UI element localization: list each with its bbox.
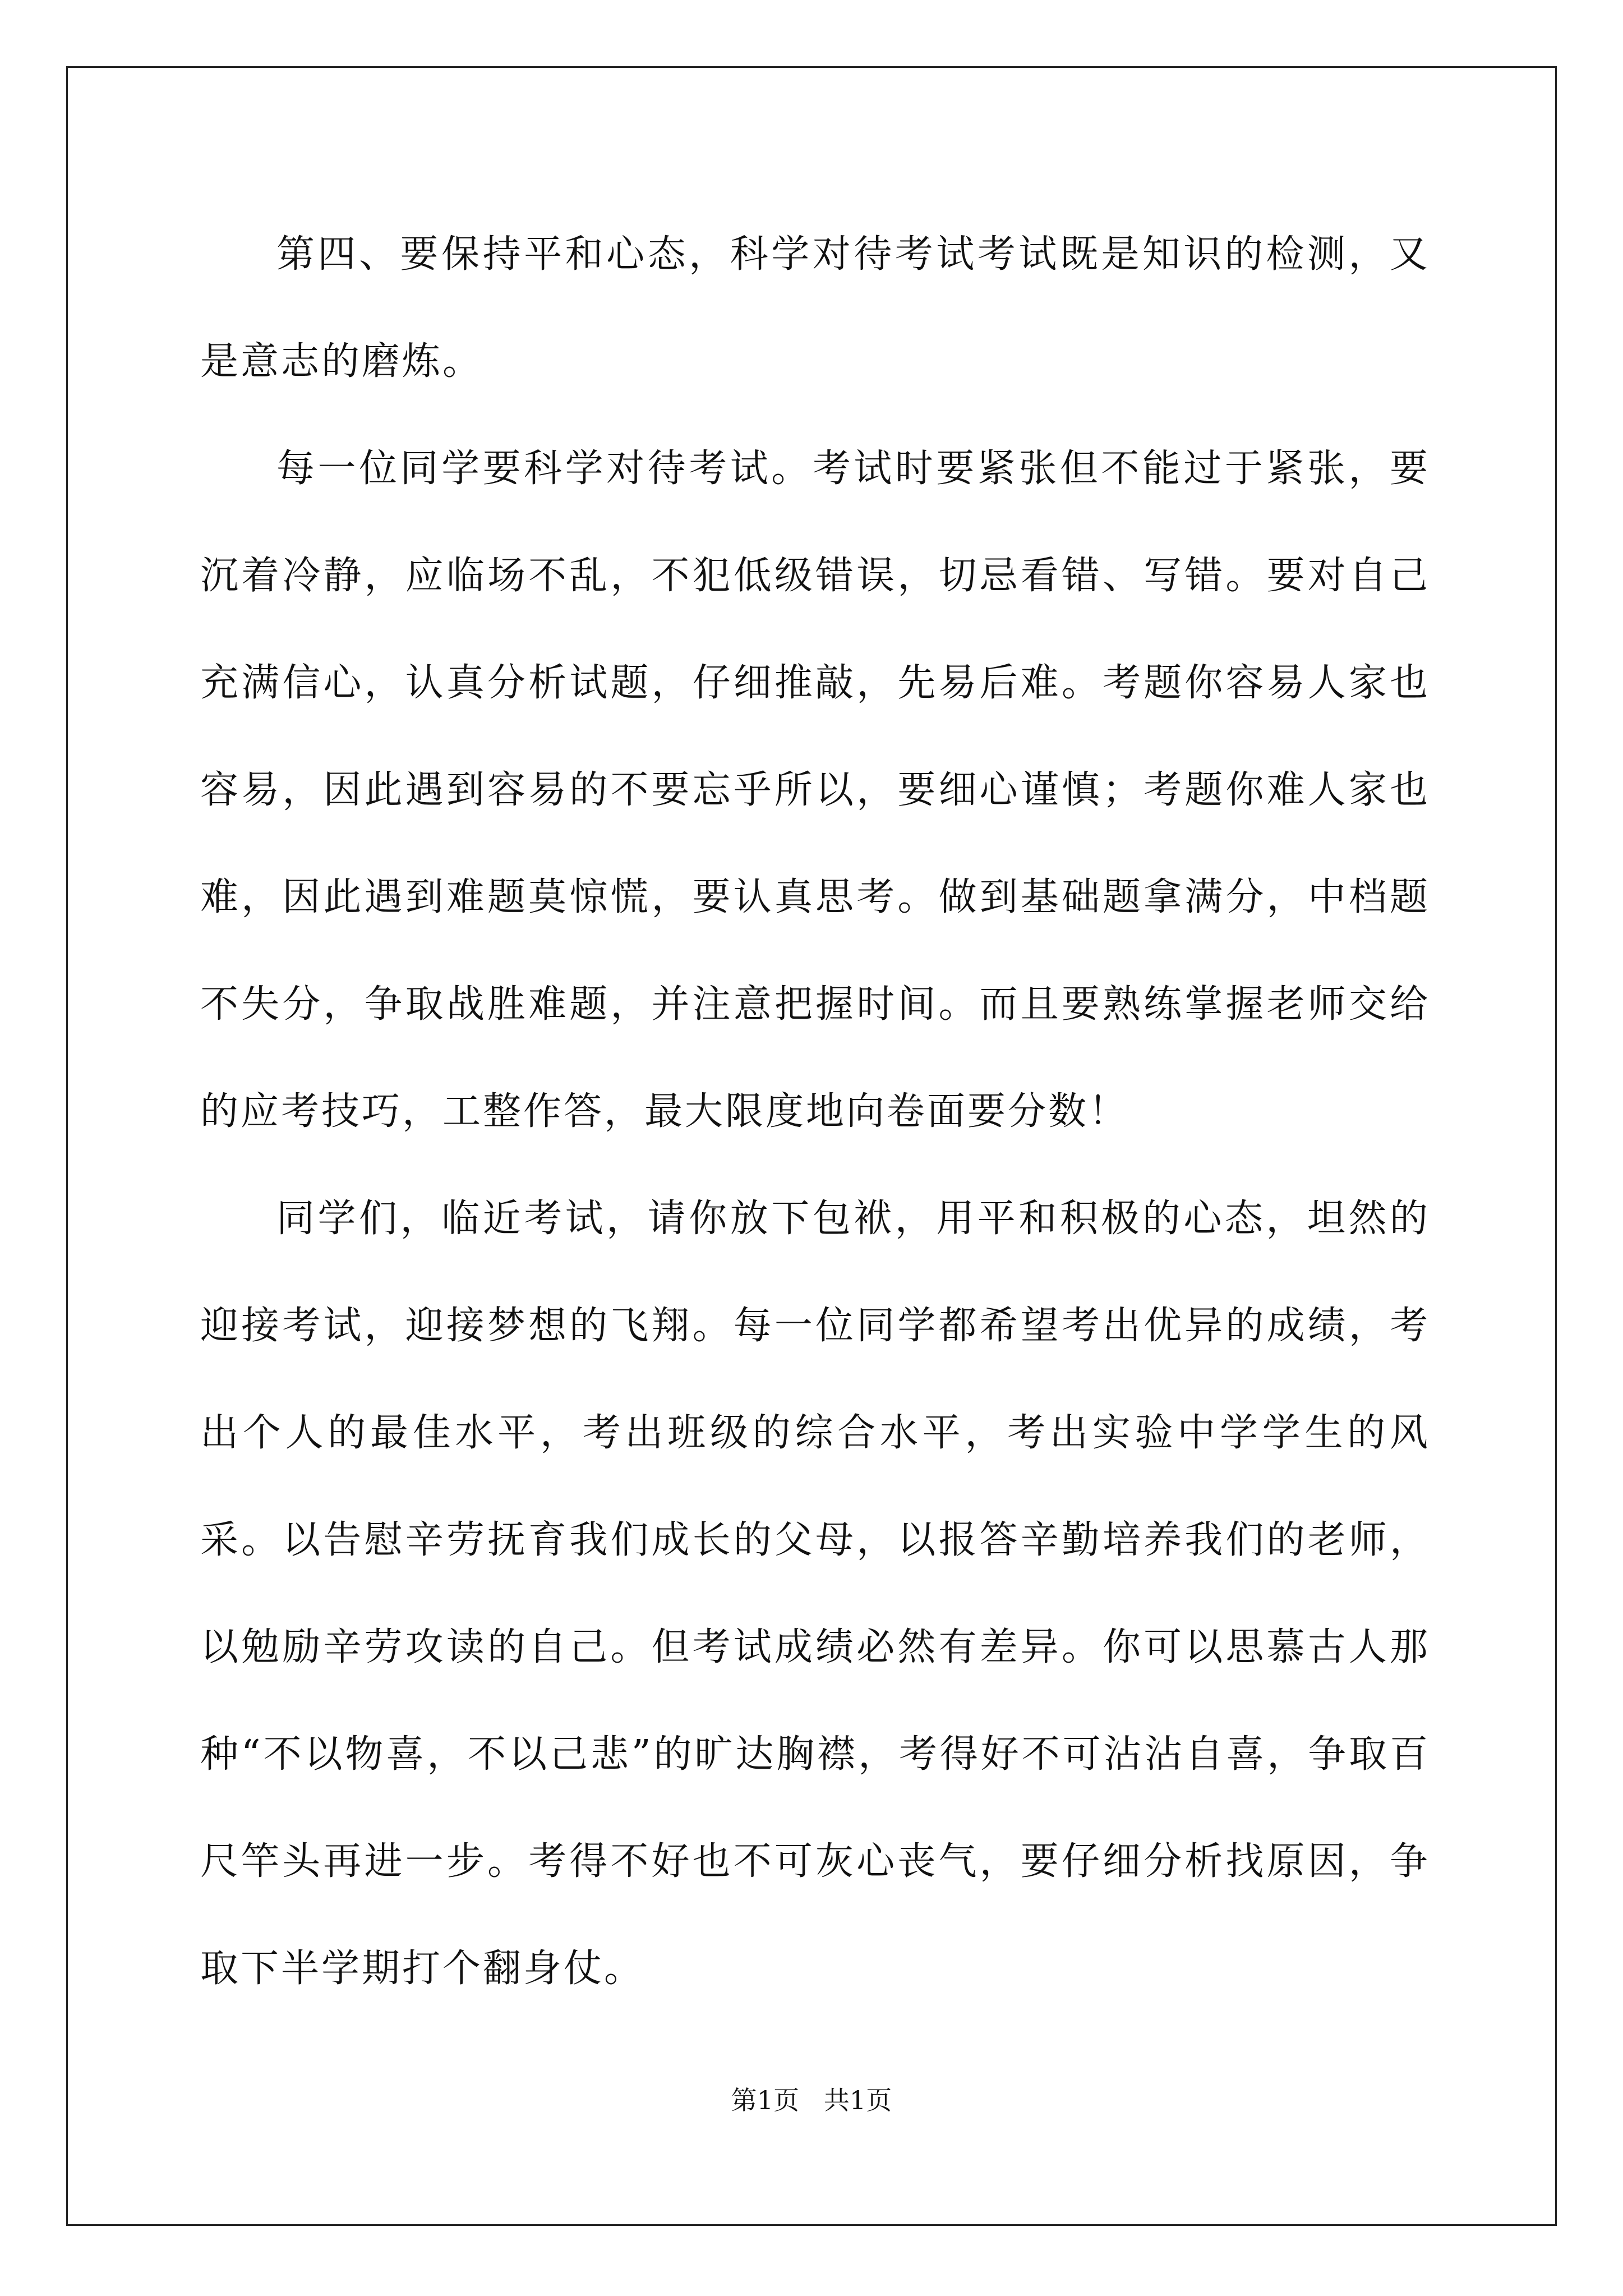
paragraph-1: 第四、要保持平和心态，科学对待考试考试既是知识的检测，又是意志的磨炼。 bbox=[200, 232, 1430, 384]
page-footer: 第1页 共1页 bbox=[731, 2085, 892, 2115]
paragraph-3: 同学们，临近考试，请你放下包袱，用平和积极的心态，坦然的迎接考试，迎接梦想的飞翔。每一位同学都希望考出优异的成绩，考出个人的最佳水平，考出班级的综合水平，考出实验中学学生的风采。以告慰辛劳抚育我们成长的父母，以报答辛勤培养我们的老师，以勉励辛劳攻读的自己。但考试成绩必然有差异。你可以思慕古人那种“不以物喜，不以己悲”的旷达胸襟，考得好不可沾沾自喜，争取百尺竿头再进一步。考得不好也不可灰心丧气，要仔细分析找原因，争取下半学期打个翻身仗。 bbox=[200, 1197, 1430, 1991]
document-body bbox=[200, 201, 1430, 2022]
paragraph-2: 每一位同学要科学对待考试。考试时要紧张但不能过于紧张，要沉着冷静，应临场不乱，不犯低级错误，切忌看错、写错。要对自己充满信心，认真分析试题，仔细推敲，先易后难。考题你容易人家也容易，因此遇到容易的不要忘乎所以，要细心谨慎；考题你难人家也难，因此遇到难题莫惊慌，要认真思考。做到基础题拿满分，中档题不失分，争取战胜难题，并注意把握时间。而且要熟练掌握老师交给的应考技巧，工整作答，最大限度地向卷面要分数！ bbox=[200, 447, 1430, 1134]
